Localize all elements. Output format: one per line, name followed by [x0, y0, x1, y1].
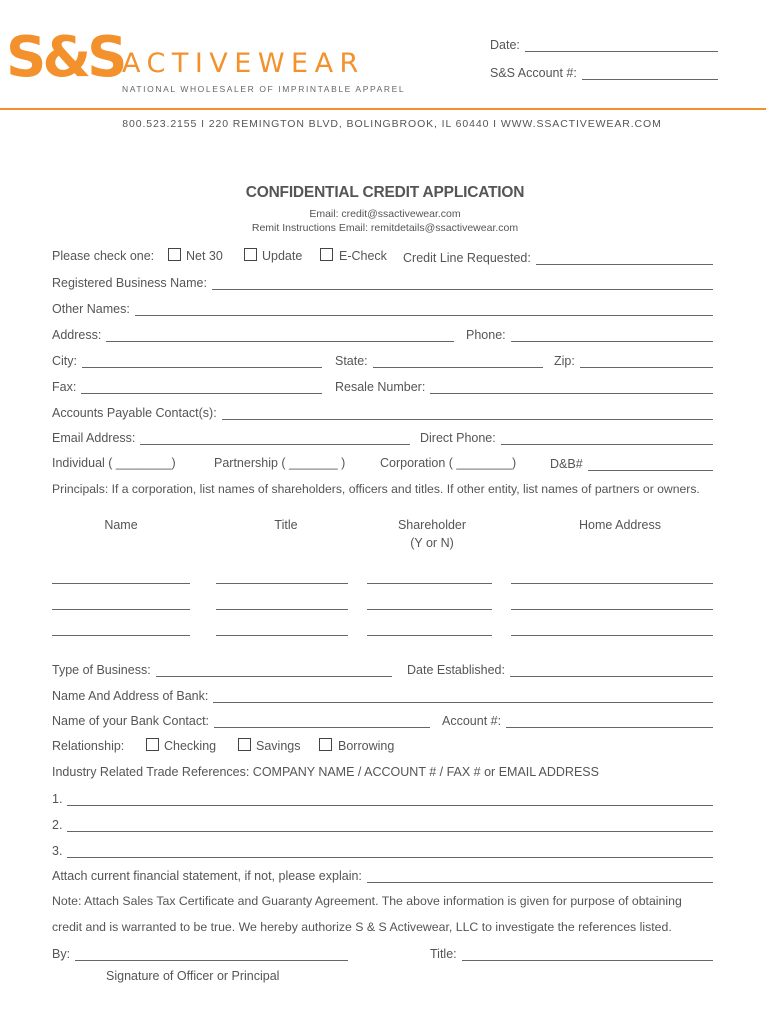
principals-note: Principals: If a corporation, list names of shareholders, officers and titles. If other entity, list names of partners or owners. — [52, 482, 700, 496]
logo-wordmark: ACTIVEWEAR — [122, 48, 365, 79]
net30-checkbox[interactable] — [168, 248, 181, 261]
registered-business-name-label: Registered Business Name: — [52, 276, 207, 290]
trade-reference-1[interactable] — [52, 790, 713, 806]
signature-title-input-line[interactable] — [462, 949, 713, 961]
bank-account-input-line[interactable] — [506, 716, 713, 728]
principal-2-shareholder-line[interactable] — [367, 609, 492, 610]
signature-title-field[interactable] — [430, 945, 713, 961]
zip-input-line[interactable] — [580, 356, 713, 368]
account-number-label: S&S Account #: — [490, 66, 577, 80]
account-number-field[interactable] — [490, 64, 718, 80]
other-names-input-line[interactable] — [135, 304, 713, 316]
principal-3-name-line[interactable] — [52, 635, 190, 636]
address-input-line[interactable] — [106, 330, 454, 342]
accounts-payable-label: Accounts Payable Contact(s): — [52, 406, 217, 420]
phone-input-line[interactable] — [511, 330, 713, 342]
date-label: Date: — [490, 38, 520, 52]
direct-phone-label: Direct Phone: — [420, 431, 496, 445]
bank-name-address-label: Name And Address of Bank: — [52, 689, 209, 703]
remit-email: Remit Instructions Email: remitdetails@ssactivewear.com — [251, 222, 519, 234]
signature-caption: Signature of Officer or Principal — [106, 969, 280, 983]
note-line-1: Note: Attach Sales Tax Certificate and Guaranty Agreement. The above information is given for purpose of obtaining — [52, 894, 682, 908]
credit-email: Email: credit@ssactivewear.com — [309, 208, 461, 220]
borrowing-checkbox[interactable] — [319, 738, 332, 751]
trade-reference-1-number: 1. — [52, 792, 63, 806]
dnb-label: D&B# — [550, 457, 583, 471]
financial-statement-input-line[interactable] — [367, 871, 713, 883]
trade-reference-3[interactable] — [52, 842, 713, 858]
registered-business-name-field[interactable] — [52, 274, 713, 290]
trade-reference-3-number: 3. — [52, 844, 63, 858]
echeck-checkbox[interactable] — [320, 248, 333, 261]
direct-phone-input-line[interactable] — [501, 433, 713, 445]
email-address-field[interactable] — [52, 429, 410, 445]
col-header-shareholder: Shareholder — [397, 518, 467, 532]
checking-checkbox[interactable] — [146, 738, 159, 751]
bank-account-field[interactable] — [442, 712, 713, 728]
account-number-input-line[interactable] — [582, 68, 718, 80]
individual-option[interactable]: Individual ( ________) — [52, 456, 176, 470]
date-established-input-line[interactable] — [510, 665, 713, 677]
trade-reference-2-number: 2. — [52, 818, 63, 832]
borrowing-label: Borrowing — [338, 739, 395, 753]
state-input-line[interactable] — [373, 356, 543, 368]
bank-account-label: Account #: — [442, 714, 502, 728]
corporation-option[interactable]: Corporation ( ________) — [380, 456, 517, 470]
accounts-payable-field[interactable] — [52, 404, 713, 420]
trade-reference-3-input-line[interactable] — [67, 846, 713, 858]
bank-contact-field[interactable] — [52, 712, 430, 728]
resale-number-input-line[interactable] — [430, 382, 713, 394]
logo-mark: S&S — [6, 25, 124, 90]
trade-reference-2[interactable] — [52, 816, 713, 832]
checking-label: Checking — [164, 739, 217, 753]
principal-2-address-line[interactable] — [511, 609, 713, 610]
principal-1-title-line[interactable] — [216, 583, 348, 584]
city-input-line[interactable] — [82, 356, 322, 368]
contact-line: 800.523.2155 I 220 REMINGTON BLVD, BOLINGBROOK, IL 60440 I WWW.SSACTIVEWEAR.COM — [122, 118, 662, 130]
principal-1-shareholder-line[interactable] — [367, 583, 492, 584]
type-of-business-label: Type of Business: — [52, 663, 151, 677]
bank-contact-input-line[interactable] — [214, 716, 430, 728]
logo-tagline: NATIONAL WHOLESALER OF IMPRINTABLE APPAREL — [122, 84, 406, 94]
fax-input-line[interactable] — [81, 382, 322, 394]
header-rule — [0, 108, 766, 110]
type-of-business-field[interactable] — [52, 661, 392, 677]
principal-1-name-line[interactable] — [52, 583, 190, 584]
signature-by-label: By: — [52, 947, 71, 961]
principal-2-title-line[interactable] — [216, 609, 348, 610]
credit-line-field[interactable] — [403, 249, 713, 265]
registered-business-name-input-line[interactable] — [212, 278, 713, 290]
fax-label: Fax: — [52, 380, 77, 394]
bank-name-address-input-line[interactable] — [213, 691, 713, 703]
resale-number-label: Resale Number: — [335, 380, 426, 394]
date-input-line[interactable] — [525, 40, 718, 52]
city-label: City: — [52, 354, 77, 368]
principal-3-address-line[interactable] — [511, 635, 713, 636]
phone-label: Phone: — [466, 328, 506, 342]
financial-statement-field[interactable] — [52, 867, 713, 883]
col-header-shareholder-sub: (Y or N) — [410, 536, 454, 550]
principal-2-name-line[interactable] — [52, 609, 190, 610]
col-header-title: Title — [274, 518, 298, 532]
zip-label: Zip: — [554, 354, 575, 368]
credit-line-input-line[interactable] — [536, 253, 713, 265]
page-title: CONFIDENTIAL CREDIT APPLICATION — [245, 184, 525, 201]
financial-statement-label: Attach current financial statement, if not, please explain: — [52, 869, 362, 883]
savings-label: Savings — [256, 739, 301, 753]
net30-label: Net 30 — [186, 249, 223, 263]
update-checkbox[interactable] — [244, 248, 257, 261]
date-field[interactable] — [490, 36, 718, 52]
fax-field[interactable] — [52, 378, 322, 394]
other-names-label: Other Names: — [52, 302, 130, 316]
principal-3-shareholder-line[interactable] — [367, 635, 492, 636]
trade-reference-2-input-line[interactable] — [67, 820, 713, 832]
signature-by-field[interactable] — [52, 945, 348, 961]
state-label: State: — [335, 354, 368, 368]
update-label: Update — [262, 249, 303, 263]
resale-number-field[interactable] — [335, 378, 713, 394]
phone-field[interactable] — [466, 326, 713, 342]
date-established-field[interactable] — [407, 661, 713, 677]
email-address-label: Email Address: — [52, 431, 136, 445]
echeck-label: E-Check — [339, 249, 387, 263]
other-names-field[interactable] — [52, 300, 713, 316]
signature-input-line[interactable] — [75, 949, 348, 961]
trade-references-heading: Industry Related Trade References: COMPANY NAME / ACCOUNT # / FAX # or EMAIL ADDRESS — [52, 765, 599, 779]
accounts-payable-input-line[interactable] — [222, 408, 713, 420]
partnership-option[interactable]: Partnership ( _______ ) — [214, 456, 346, 470]
trade-reference-1-input-line[interactable] — [67, 794, 713, 806]
type-of-business-input-line[interactable] — [156, 665, 392, 677]
principal-3-title-line[interactable] — [216, 635, 348, 636]
city-field[interactable] — [52, 352, 322, 368]
credit-line-label: Credit Line Requested: — [403, 251, 531, 265]
state-field[interactable] — [335, 352, 543, 368]
dnb-input-line[interactable] — [588, 459, 713, 471]
address-field[interactable] — [52, 326, 454, 342]
signature-title-label: Title: — [430, 947, 457, 961]
relationship-label: Relationship: — [52, 739, 125, 753]
date-established-label: Date Established: — [407, 663, 505, 677]
bank-contact-label: Name of your Bank Contact: — [52, 714, 210, 728]
note-line-2: credit and is warranted to be true. We hereby authorize S & S Activewear, LLC to investigate the references listed. — [52, 920, 672, 934]
col-header-name: Name — [104, 518, 138, 532]
savings-checkbox[interactable] — [238, 738, 251, 751]
email-address-input-line[interactable] — [140, 433, 410, 445]
check-one-label: Please check one: — [52, 249, 155, 263]
bank-name-address-field[interactable] — [52, 687, 713, 703]
col-header-home-address: Home Address — [579, 518, 661, 532]
address-label: Address: — [52, 328, 102, 342]
principal-1-address-line[interactable] — [511, 583, 713, 584]
zip-field[interactable] — [554, 352, 713, 368]
direct-phone-field[interactable] — [420, 429, 713, 445]
dnb-field[interactable] — [550, 455, 713, 471]
